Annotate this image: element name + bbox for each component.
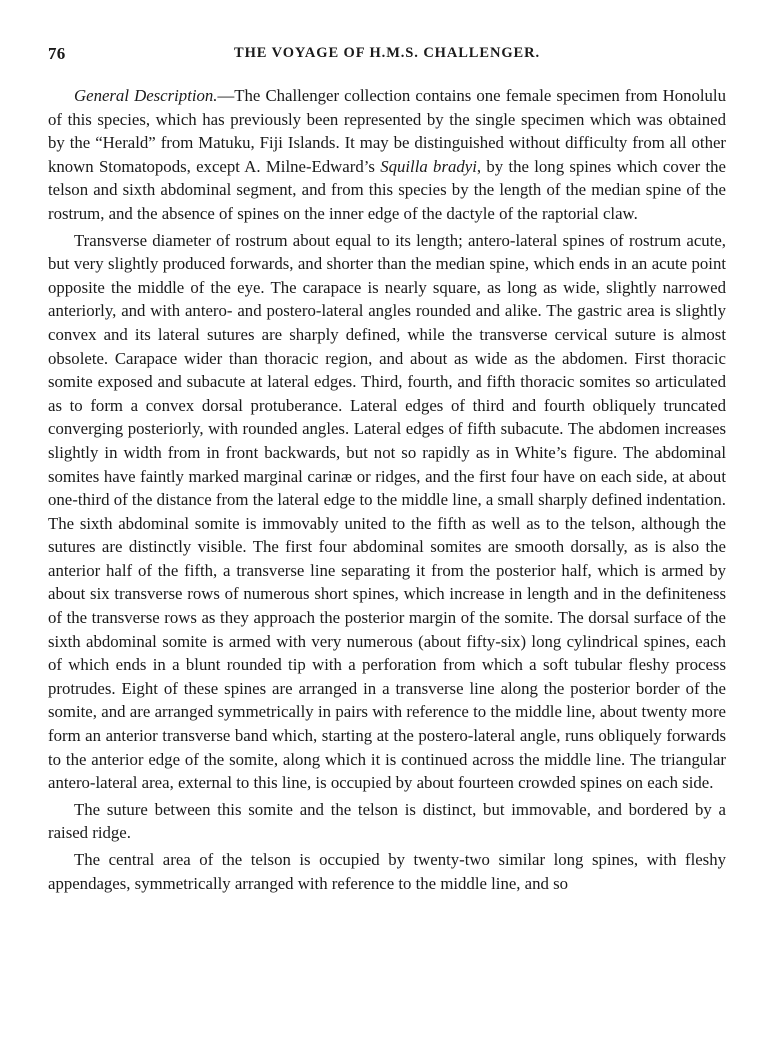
paragraph-text: —The Challenger collection contains one female specimen from Honolulu of this species, which has previously been represented by the single specimen which was obtained by the “Herald” from Matuku, Fiji Islands. It may be distinguished without difficulty from all other known Stomatopods, except A. Milne-Edward’s: [48, 86, 726, 176]
paragraph-telson: The central area of the telson is occupied by twenty-two similar long spines, with fleshy appendages, symmetrically arranged with reference to the middle line, and so: [48, 850, 726, 893]
page-number: 76: [48, 44, 66, 63]
running-title: THE VOYAGE OF H.M.S. CHALLENGER.: [234, 45, 540, 61]
section-lead-heading: General Description.: [74, 86, 218, 105]
page-header: [48, 44, 726, 68]
paragraph-text: , by the long spines which cover the telson and sixth abdominal segment, and from this species by the length of the median spine of the rostrum, and the absence of spines on the inner edge of the dactyle of the raptorial claw.: [48, 156, 726, 223]
body-text: [48, 84, 726, 895]
paragraph-suture: The suture between this somite and the telson is distinct, but immovable, and bordered by a raised ridge.: [48, 799, 726, 843]
paragraph-morphology: Transverse diameter of rostrum about equal to its length; antero-lateral spines of rostrum acute, but very slightly produced forwards, and shorter than the median spine, which ends in an acute point opposite the middle of the eye. The carapace is nearly square, as long as wide, slightly narrowed anteriorly, and with antero- and postero-lateral angles rounded and alike. The gastric area is slightly convex and its lateral sutures are sharply defined, while the transverse cervical suture is almost obsolete. Carapace wider than thoracic region, and about as wide as the abdomen. First thoracic somite exposed and subacute at lateral edges. Third, fourth, and fifth thoracic somites so articulated as to form a convex dorsal protuberance. Lateral edges of third and fourth obliquely truncated converging posteriorly, with rounded angles. Lateral edges of fifth subacute. The abdomen increases slightly in width from in front backwards, but not so rapidly as in White’s figure. The abdominal somites have faintly marked marginal carinæ or ridges, and the first four have on each side, at about one-third of the distance from the lateral edge to the middle line, a small sharply defined indentation. The sixth abdominal somite is immovably united to the fifth as well as to the telson, although the sutures are distinctly visible. The first four abdominal somites are smooth dorsally, as is also the anterior half of the fifth, a transverse line separating it from the posterior half, which is armed by about six transverse rows of numerous short spines, which increase in length and in the definiteness of the transverse rows as they approach the posterior margin of the somite. The dorsal surface of the sixth abdominal somite is armed with very numerous (about fifty-six) long cylindrical spines, each of which ends in a blunt rounded tip with a perforation from which a soft tubular fleshy process protrudes. Eight of these spines are arranged in a transverse line along the posterior border of the somite, and are arranged symmetrically in pairs with reference to the middle line, about twenty more form an anterior transverse band which, starting at the postero-lateral angle, runs obliquely forwards to the anterior edge of the somite, along which it is continued across the middle line. The triangular antero-lateral area, external to this line, is occupied by about fourteen crowded spines on each side.: [48, 230, 726, 793]
species-name: Squilla bradyi: [380, 156, 477, 176]
paragraph-general-description: [48, 84, 726, 226]
